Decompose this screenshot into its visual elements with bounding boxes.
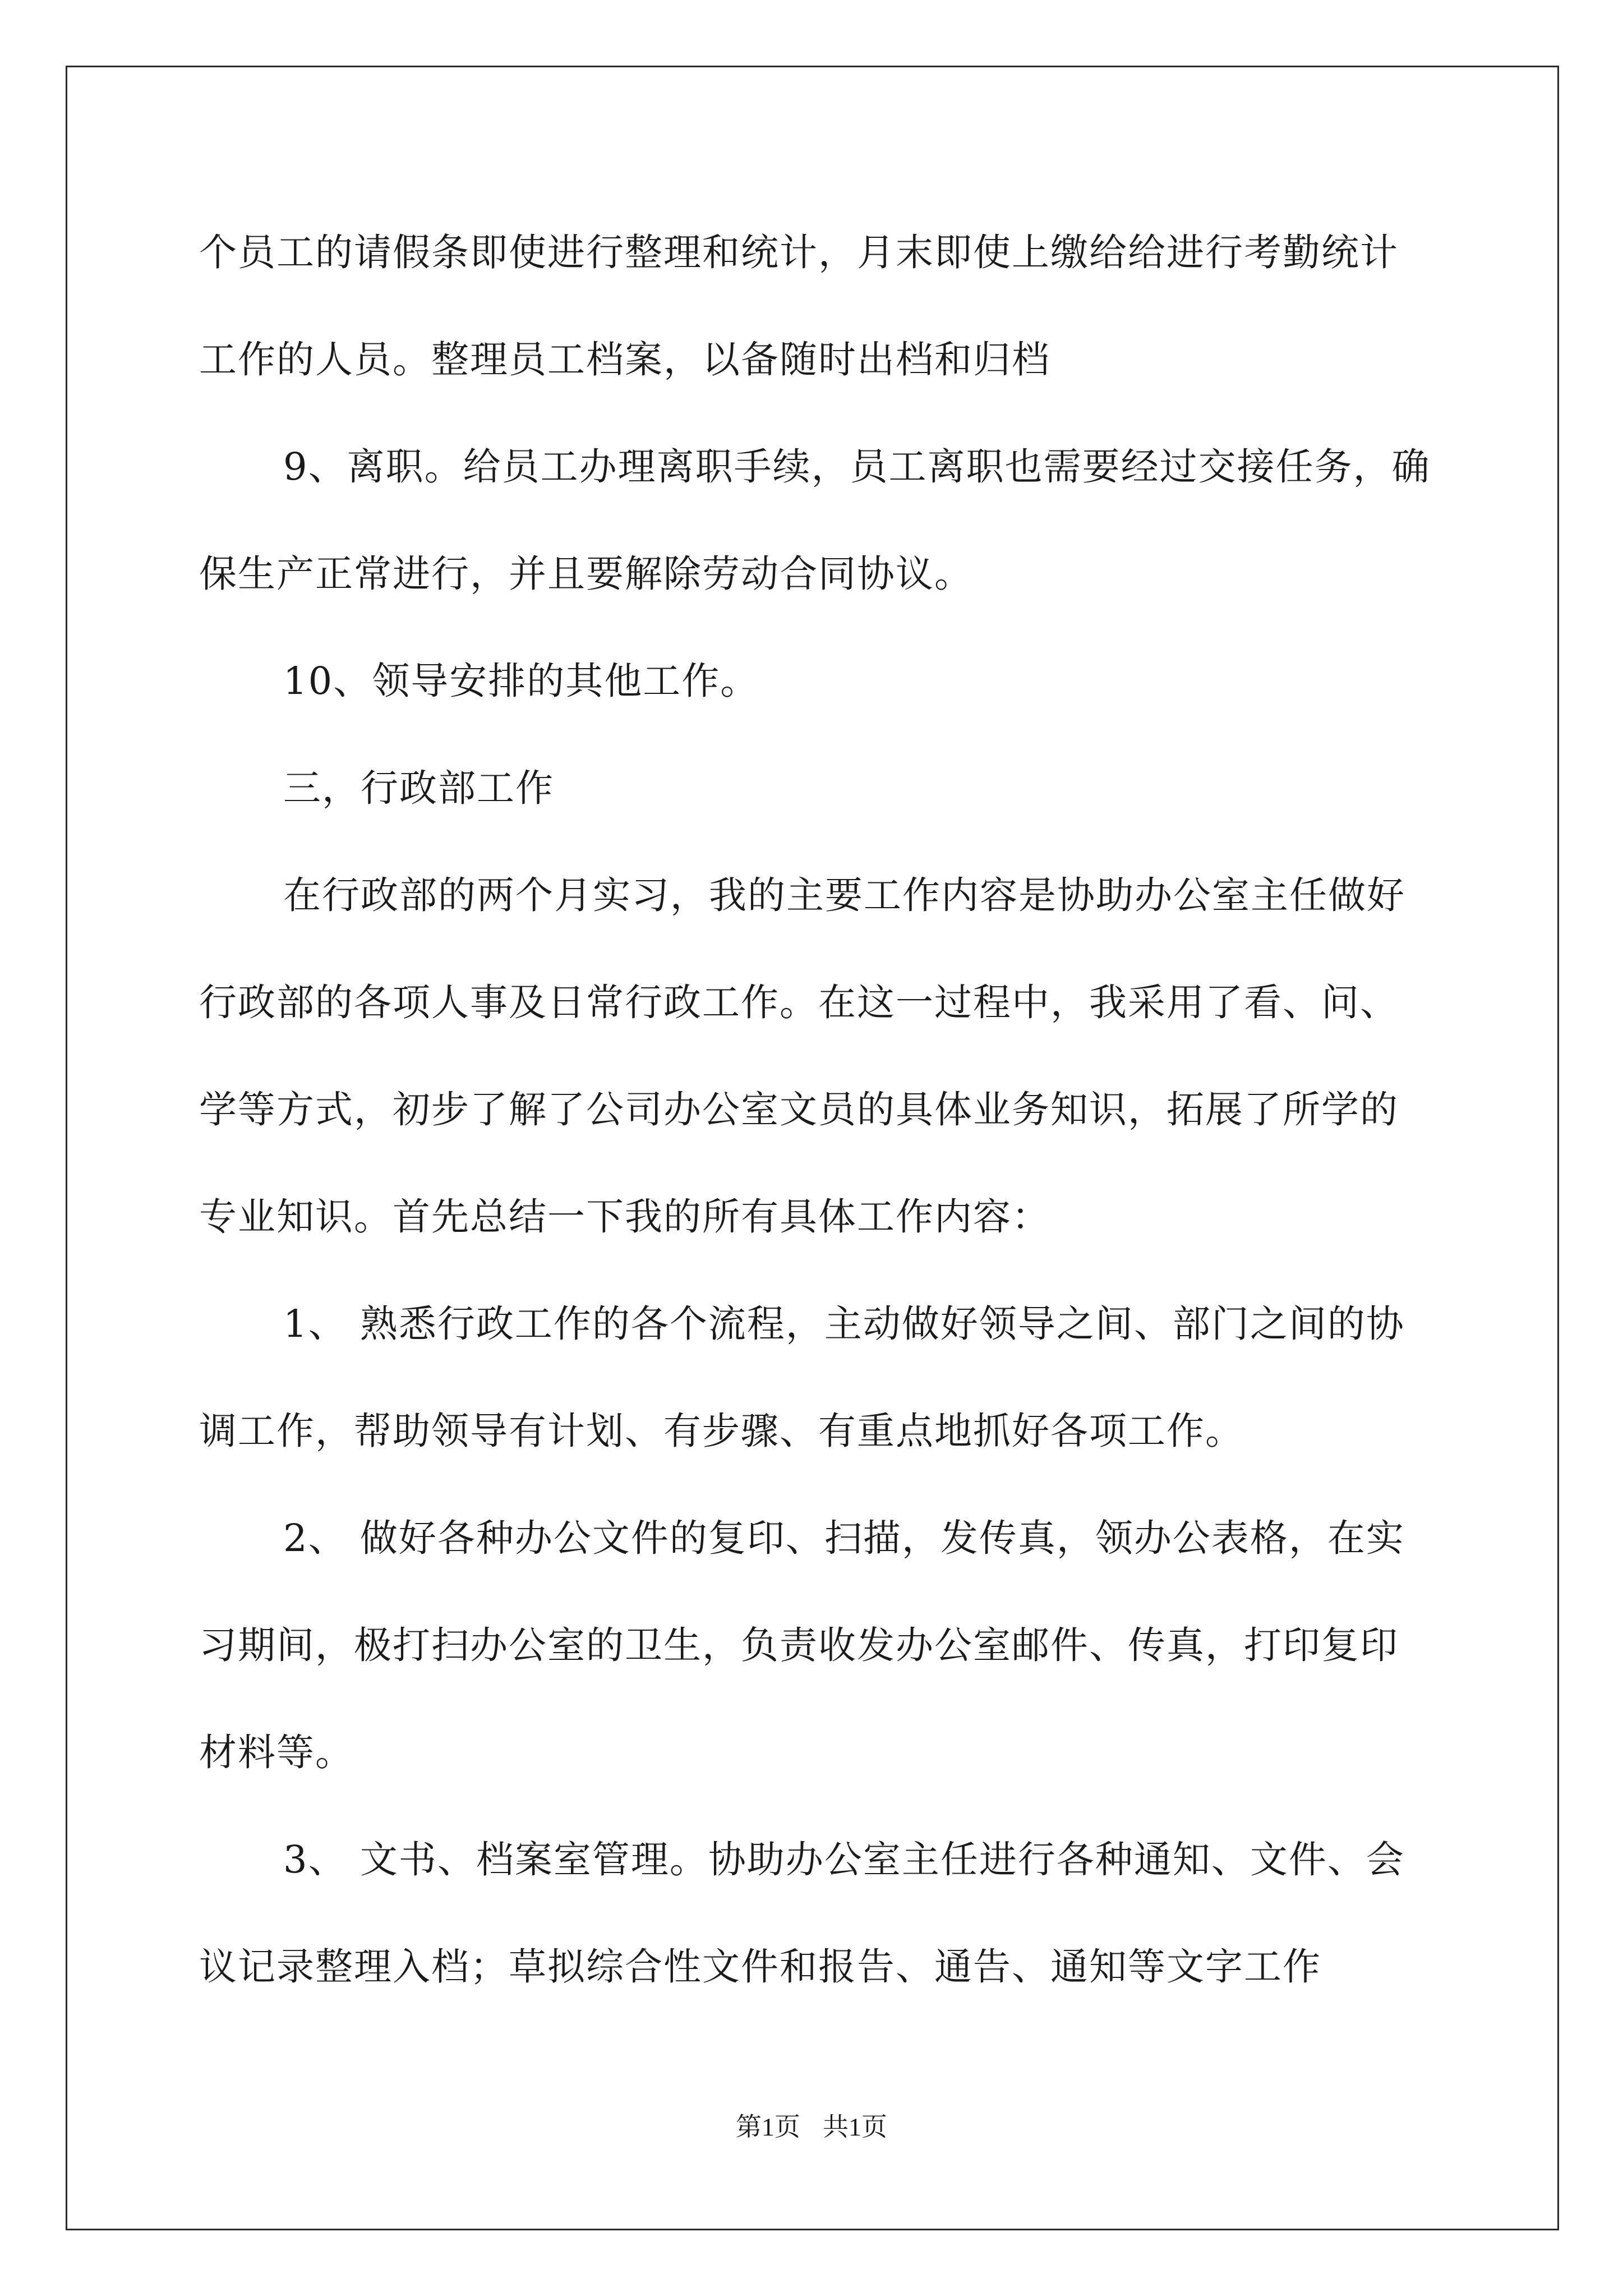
paragraph: 10、领导安排的其他工作。 xyxy=(283,659,759,703)
page-total: 共1页 xyxy=(823,2113,887,2141)
paragraph: 9、离职。给员工办理离职手续，员工离职也需要经过交接任务，确保生产正常进行，并且要解除劳动合同协议。 xyxy=(199,445,1431,596)
paragraph: 个员工的请假条即使进行整理和统计，月末即使上缴给给进行考勤统计工作的人员。整理员工档案，以备随时出档和归档 xyxy=(199,231,1399,381)
list-item: 1、 熟悉行政工作的各个流程，主动做好领导之间、部门之间的协调工作，帮助领导有计划、有步骤、有重点地抓好各项工作。 xyxy=(199,1302,1405,1453)
section-heading: 三，行政部工作 xyxy=(283,766,554,810)
list-item: 2、 做好各种办公文件的复印、扫描，发传真，领办公表格，在实习期间，极打扫办公室的卫生，负责收发办公室邮件、传真，打印复印材料等。 xyxy=(199,1516,1405,1774)
list-item: 3、 文书、档案室管理。协助办公室主任进行各种通知、文件、会议记录整理入档；草拟综合性文件和报告、通告、通知等文字工作 xyxy=(199,1838,1405,1989)
page-footer xyxy=(0,2110,1623,2144)
page-number: 第1页 xyxy=(736,2113,800,2141)
paragraph: 在行政部的两个月实习，我的主要工作内容是协助办公室主任做好行政部的各项人事及日常行政工作。在这一过程中，我采用了看、问、学等方式，初步了解了公司办公室文员的具体业务知识，拓展了所学的专业知识。首先总结一下我的所有具体工作内容： xyxy=(199,873,1405,1239)
document-body xyxy=(199,199,1433,2021)
